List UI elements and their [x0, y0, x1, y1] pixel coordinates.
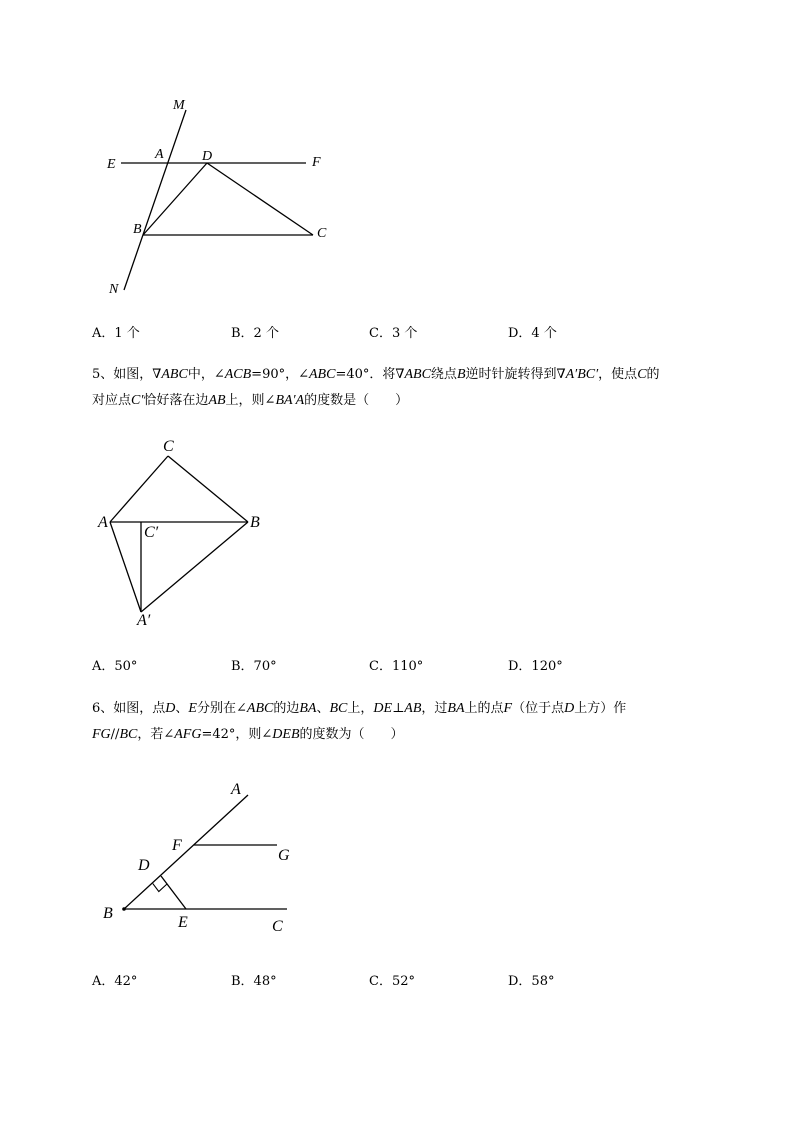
- q5-line-1: 5、如图，∇ABC中，∠ACB=90°，∠ABC=40°．将∇ABC绕点B逆时针旋转得到∇A′BC′，使点C的: [92, 367, 660, 382]
- fig1-label-d: D: [202, 149, 213, 164]
- fig1-label-m: M: [173, 98, 185, 113]
- fig3-label-b: B: [103, 905, 113, 922]
- fig1-label-b: B: [133, 222, 142, 237]
- q6-option-d[interactable]: D．58°: [508, 974, 555, 989]
- q6-line-2: FG//BC，若∠AFG=42°，则∠DEB的度数为（ ）: [92, 727, 404, 742]
- fig3-label-d: D: [138, 857, 150, 874]
- fig1-label-c: C: [317, 226, 327, 241]
- fig1-label-e: E: [107, 157, 116, 172]
- q6-option-a[interactable]: A．42°: [92, 974, 138, 989]
- fig2-label-c: C: [163, 438, 174, 455]
- fig3-label-e: E: [178, 914, 188, 931]
- fig3-label-a: A: [231, 781, 241, 798]
- fig2-label-c-prime: C′: [144, 524, 159, 541]
- q6-option-b[interactable]: B．48°: [231, 974, 277, 989]
- fig2-label-a-prime: A′: [137, 612, 151, 629]
- fig2-label-b: B: [250, 514, 260, 531]
- q5-option-b[interactable]: B．70°: [231, 659, 277, 674]
- q4-option-a[interactable]: A．1 个: [92, 326, 140, 341]
- fig3-label-f: F: [172, 837, 182, 854]
- q5-line-2: 对应点C′恰好落在边AB上，则∠BA′A的度数是（ ）: [92, 393, 409, 408]
- q6-option-c[interactable]: C．52°: [369, 974, 415, 989]
- fig1-label-n: N: [109, 282, 119, 297]
- q4-option-c[interactable]: C．3 个: [369, 326, 418, 341]
- fig1-label-a: A: [155, 147, 164, 162]
- q4-option-b[interactable]: B．2 个: [231, 326, 279, 341]
- fig1-label-f: F: [312, 155, 321, 170]
- q4-option-d[interactable]: D．4 个: [508, 326, 557, 341]
- fig2-label-a: A: [98, 514, 108, 531]
- fig3-label-g: G: [278, 847, 290, 864]
- q5-option-a[interactable]: A．50°: [92, 659, 138, 674]
- fig3-label-c: C: [272, 918, 283, 935]
- q5-option-c[interactable]: C．110°: [369, 659, 424, 674]
- q6-line-1: 6、如图，点D、E分别在∠ABC的边BA、BC上，DE⊥AB，过BA上的点F（位于点D上方）作: [92, 701, 627, 716]
- q5-option-d[interactable]: D．120°: [508, 659, 563, 674]
